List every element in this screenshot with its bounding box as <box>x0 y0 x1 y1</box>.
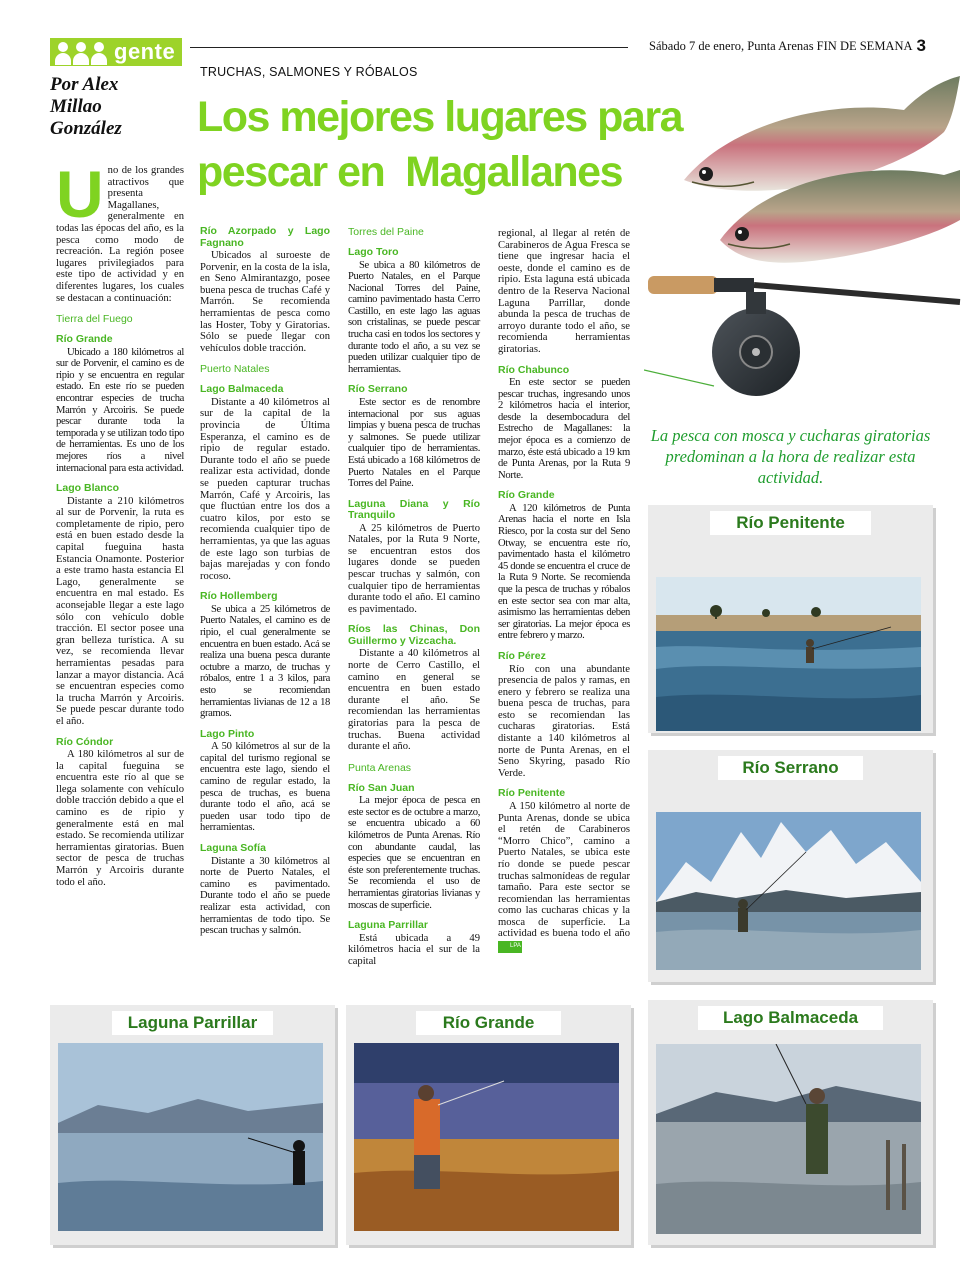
subheading: Río San Juan <box>348 781 415 794</box>
paragraph: La mejor época de pesca en este sector es de octubre a marzo, se encuentra ubicado a 60 kilómetros de Punta Arenas. Río con abundante caudal, las especies que se encuentran en éste son preferentemente truchas. Se recomienda el uso de herramientas giratorias livianas y moscas de superficie. <box>348 795 480 911</box>
subheading: Lago Blanco <box>56 482 120 495</box>
subheading: Río Azorpado y Lago Fagnano <box>200 225 330 249</box>
paragraph: A 180 kilómetros al sur de la capital fueguina se encuentra este río al que se llega solamente con vehículo doble tracción debido a que el camino es de ripio y generalmente está en mal estado. Se recomienda utilizar herramientas giratorias. Buen sector de pesca de truchas Marrón y Arcoiris durante todo el año. <box>56 749 184 888</box>
photo-caption: La pesca con mosca y cucharas giratorias predominan a la hora de realizar esta actividad. <box>650 426 931 487</box>
byline-line: González <box>50 118 122 139</box>
photo-rio-grande <box>346 1005 631 1245</box>
subheading: Lago Pinto <box>200 727 255 740</box>
subheading: Laguna Parrillar <box>348 919 428 932</box>
article-column-4 <box>498 228 630 953</box>
paragraph: Distante a 210 kilómetros al sur de Porvenir, la ruta es completamente de ripio, pero está en buen estado desde la capital fueguina hasta Estancia Onamonte. Posterior a este tramo hasta estancia El Lago, generalmente se encuentra en mal estado. Es aconsejable llegar a este lago sólo con vehículo doble tracción. El sector posee una gran belleza turística. A su vez, se recomienda llevar herramientas pesadas para lanzar a mayor distancia. Acá se encuentran especies como la trucha Marrón y Arcoiris. Se puede pescar durante todo el año. <box>56 495 184 727</box>
photo-title: Lago Balmaceda <box>698 1006 883 1030</box>
subheading: Lago Balmaceda <box>200 383 284 396</box>
subheading: Río Cóndor <box>56 735 114 748</box>
subheading: Río Serrano <box>348 383 408 396</box>
headline <box>197 90 717 200</box>
paragraph: A 120 kilómetros de Punta Arenas hacia el norte en Isla Riesco, por la costa sur del Seno Otway, se encuentra este río, pavimentado hasta el kilómetro 45 donde se encuentra el cruce de la Ruta 9 Norte. Se recomienda que la pesca de truchas y róbalos en este sector sea con mar alta, asimismo las herramientas deben ser giratorias. La mejor época es entre febrero y marzo. <box>498 502 630 642</box>
photo-title: Río Serrano <box>718 756 863 780</box>
subheading: Río Penitente <box>498 787 566 800</box>
byline-line: Por Alex <box>50 74 119 95</box>
paragraph: Está ubicada a 49 kilómetros hacia el sur de la capital <box>348 932 480 967</box>
paragraph: Distante a 40 kilómetros al norte de Cerro Castillo, el camino en general se encuentra en buen estado durante el año. Se recomiendan las herramientas giratorias para la pesca de truchas. Buena actividad durante el año. <box>348 648 480 753</box>
header-rule <box>190 47 628 48</box>
subheading: Lago Toro <box>348 246 399 258</box>
lake-photo-illustration <box>58 1043 323 1231</box>
paragraph: Se ubica a 80 kilómetros de Puerto Natales, en el Parque Nacional Torres del Paine, camino pavimentado hasta Cerro Castillo, en este lago las aguas son cristalinas, se puede pescar trucha casi en todos los sectores y durante todo el año, a su vez se pueden utilizar cualquier tipo de herramientas. <box>348 259 480 375</box>
subheading: Río Hollemberg <box>200 590 278 603</box>
section-heading: Torres del Paine <box>348 226 424 238</box>
paragraph: A 50 kilómetros al sur de la capital del turismo regional se encuentra este lago, siendo el camino de regular estado, la pesca de truchas, es buena durante todo el año, acá se pueden usar todo tipo de herramientas. <box>200 741 330 834</box>
paragraph: Este sector es de renombre internacional por sus aguas limpias y buena pesca de truchas y salmones. Se puede utilizar cualquier tipo de herramientas. Está ubicado a 168 kilómetros de Puerto Natales en el Parque Torres del Paine. <box>348 396 480 490</box>
paragraph <box>498 801 630 953</box>
sunset-photo-illustration <box>354 1043 619 1231</box>
paragraph: A 25 kilómetros de Puerto Natales, por la Ruta 9 Norte, se encuentran estos dos lugares donde se pueden pescar truchas y salmón, con cualquier tipo de herramientas durante todo el año. El camino es pavimentado. <box>348 522 480 615</box>
subheading: Laguna Diana y Río Tranquilo <box>348 497 480 522</box>
paragraph: regional, al llegar al retén de Carabineros de Agua Fresca se tiene que ingresar hacia el oeste, donde el camino es de ripio. Esta laguna está ubicada dentro de la Reserva Nacional Laguna Parrillar, donde abunda la pesca de truchas de arroyo durante todo el año, se recomienda herramientas giratorias. <box>498 228 630 355</box>
dateline-text: Sábado 7 de enero, Punta Arenas FIN DE SEMANA <box>649 39 913 53</box>
photo-rio-penitente <box>648 505 933 733</box>
fish-illustration <box>644 70 964 400</box>
photo-title: Laguna Parrillar <box>112 1011 273 1035</box>
lake-fisher-photo-illustration <box>656 1044 921 1234</box>
photo-rio-serrano <box>648 750 933 982</box>
paragraph: Río con una abundante presencia de palos y ramas, en enero y febrero se realiza una buena pesca de truchas, para esto se recomiendan las cucharas giratorias. Está distante a 140 kilómetros al norte de Punta Arenas, en el Seno Skyring, pasado Río Verde. <box>498 663 630 779</box>
people-icon <box>54 39 108 65</box>
section-heading: Puerto Natales <box>200 363 270 376</box>
photo-lago-balmaceda <box>648 1000 933 1245</box>
article-column-3 <box>348 226 480 968</box>
byline-line: Millao <box>50 96 102 117</box>
subheading: Río Pérez <box>498 650 546 662</box>
subheading: Río Grande <box>56 333 113 346</box>
section-heading: Punta Arenas <box>348 761 412 774</box>
paragraph: Distante a 30 kilómetros al norte de Puerto Natales, el camino es pavimentado. Durante todo el año se puede realizar esta actividad, con herramientas de todo tipo. Se pescan truchas y salmón. <box>200 855 330 937</box>
photo-title: Río Penitente <box>710 511 871 535</box>
subheading: Ríos las Chinas, Don Guillermo y Vizcacha. <box>348 623 480 647</box>
photo-laguna-parrillar <box>50 1005 335 1245</box>
kicker: TRUCHAS, SALMONES Y RÓBALOS <box>200 65 418 79</box>
paragraph: Se ubica a 25 kilómetros de Puerto Natales, el camino es de ripio, el cual generalmente se encuentra en buen estado. Acá se realiza una buena pesca durante octubre a marzo, de truchas y róbalos, entre 1 a 3 kilos, para esto se recomiendan herramientas livianas de 12 a 18 gramos. <box>200 603 330 720</box>
paragraph-text: A 150 kilómetro al norte de Punta Arenas, donde se ubica el retén de Carabineros “Morro Chico”, camino a Puerto Natales, se ubica este río donde se puede pescar truchas salmonídeas de regular tamaño. Para este sector se recomiendan las herramientas como las cucharas chicas y la mosca de superficie. La actividad es buena todo el año <box>498 800 630 940</box>
mountain-photo-illustration <box>656 812 921 970</box>
subheading: Laguna Sofía <box>200 842 266 855</box>
drop-cap: U <box>56 157 104 231</box>
byline <box>50 74 185 140</box>
dateline <box>649 36 926 56</box>
paragraph: Ubicado a 180 kilómetros al sur de Porvenir, el camino es de ripio y se encuentra en regular estado. En este río se pueden encontrar especies de trucha Marrón y Arcoiris. Se puede pescar durante toda la temporada y se utilizan todo tipo de herramientas. Es uno de los mejores ríos a nivel internacional para esta actividad. <box>56 346 184 474</box>
photo-title: Río Grande <box>416 1011 561 1035</box>
paragraph: Ubicados al suroeste de Porvenir, en la costa de la isla, en Seno Almirantazgo, posee buena pesca de truchas Café y Marrón. Se recomienda herramientas de pesca como las Hoster, Toby y Giratorias. Sólo se puede llegar con vehículos doble tracción. <box>200 250 330 354</box>
end-mark: LPA <box>498 941 522 953</box>
section-logo <box>50 38 182 66</box>
page-number: 3 <box>916 36 926 55</box>
article-column-2 <box>200 226 330 937</box>
headline-line: pescar en Magallanes <box>197 148 622 196</box>
river-photo-illustration <box>656 577 921 731</box>
paragraph: En este sector se pueden pescar truchas, ingresando unos 2 kilómetros hacia el interior, desde la desembocadura del Estrecho de Magallanes: la mejor época es a comienzo de marzo, éste está ubicado a 19 km de Punta Arenas, por la Ruta 9 Norte. <box>498 377 630 481</box>
headline-line: Los mejores lugares para <box>197 93 682 141</box>
intro-paragraph: no de los grandes atractivos que presenta Magallanes, generalmente en todas las épocas del año, es la pesca como modo de recreación. La región posee lugares privilegiados para este tipo de actividad y en diferentes lugares, los cuales se destacan a continuación: <box>56 165 184 304</box>
section-heading: Tierra del Fuego <box>56 313 133 326</box>
article-column-1 <box>56 157 184 888</box>
subheading: Río Grande <box>498 489 555 502</box>
subheading: Río Chabunco <box>498 363 570 376</box>
paragraph: Distante a 40 kilómetros al sur de la capital de la provincia de Última Esperanza, el camino es de ripio de regular estado. Durante todo el año se puede realizar esta actividad, donde se pueden capturar truchas Marrón, Café y Arcoiris, las que fluctúan entre los dos a cuatro kilos, por esto se recomienda cualquier tipo de herramientas, ya que las aguas de este lago son turbias de bajas marejadas y con fondo rocoso. <box>200 396 330 582</box>
section-name: gente <box>114 39 176 64</box>
